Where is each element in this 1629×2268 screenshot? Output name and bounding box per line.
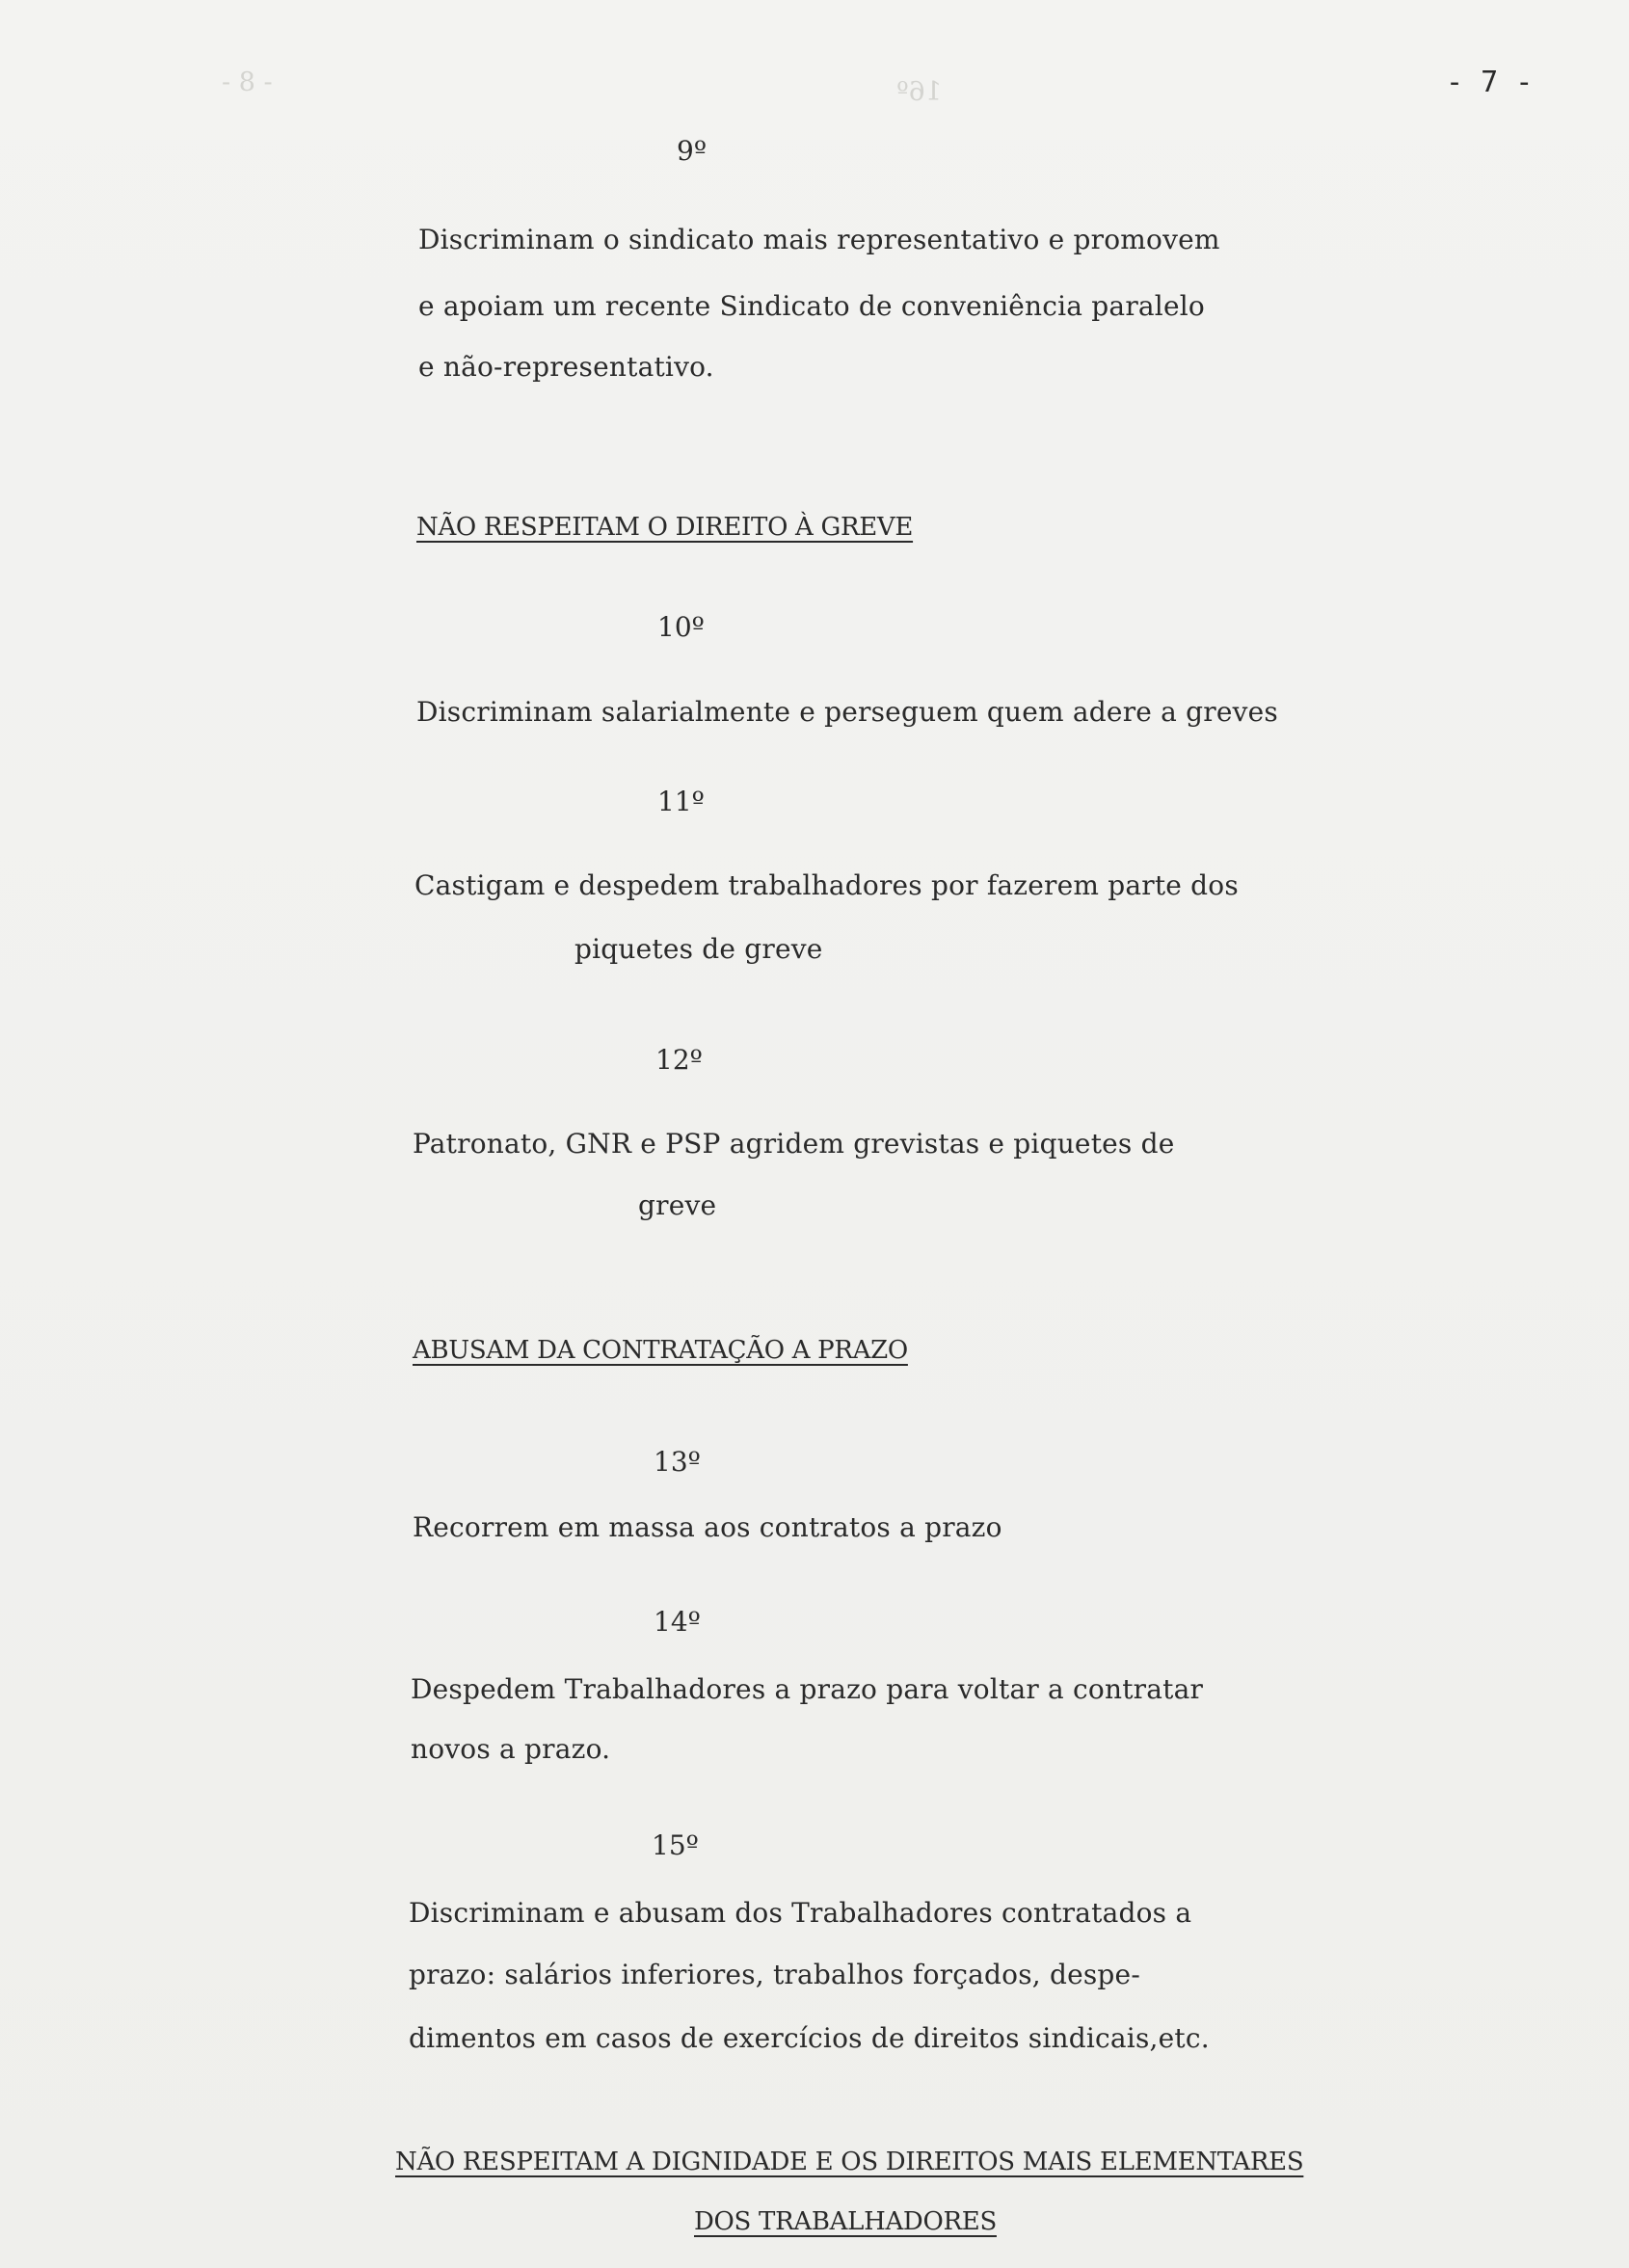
heading-dignidade-line-1: NÃO RESPEITAM A DIGNIDADE E OS DIREITOS MAIS ELEMENTARES [395, 2148, 1304, 2176]
item-number-13: 13º [654, 1446, 701, 1478]
heading-dignidade-line-2: DOS TRABALHADORES [694, 2207, 997, 2236]
item-15-line-1: Discriminam e abusam dos Trabalhadores contratados a [409, 1897, 1192, 1929]
item-12-line-2: greve [638, 1189, 717, 1221]
item-9-line-1: Discriminam o sindicato mais representativo e promovem [418, 224, 1220, 255]
item-10-line-1: Discriminam salarialmente e perseguem quem adere a greves [416, 696, 1278, 728]
heading-direito-greve: NÃO RESPEITAM O DIREITO À GREVE [416, 513, 914, 542]
item-number-9: 9º [677, 135, 707, 167]
bleed-through: 16º [896, 77, 943, 107]
item-number-12: 12º [655, 1044, 703, 1076]
item-15-line-3: dimentos em casos de exercícios de direitos sindicais,etc. [409, 2022, 1210, 2054]
item-14-line-1: Despedem Trabalhadores a prazo para voltar a contratar [411, 1673, 1204, 1705]
item-9-line-2: e apoiam um recente Sindicato de conveniência paralelo [418, 290, 1205, 322]
item-12-line-1: Patronato, GNR e PSP agridem grevistas e piquetes de [413, 1128, 1175, 1160]
item-13-line-1: Recorrem em massa aos contratos a prazo [413, 1511, 1002, 1543]
item-number-11: 11º [657, 786, 705, 817]
heading-contratacao-prazo: ABUSAM DA CONTRATAÇÃO A PRAZO [413, 1336, 908, 1365]
item-number-10: 10º [657, 611, 705, 643]
page-number: - 7 - [1446, 66, 1534, 99]
bleed-through: - 8 - [222, 67, 273, 97]
item-14-line-2: novos a prazo. [411, 1733, 611, 1765]
item-15-line-2: prazo: salários inferiores, trabalhos forçados, despe- [409, 1959, 1140, 1990]
item-11-line-1: Castigam e despedem trabalhadores por fazerem parte dos [414, 869, 1239, 901]
item-number-14: 14º [654, 1606, 701, 1638]
item-9-line-3: e não-representativo. [418, 351, 714, 383]
item-11-line-2: piquetes de greve [574, 933, 823, 965]
item-number-15: 15º [652, 1829, 699, 1861]
